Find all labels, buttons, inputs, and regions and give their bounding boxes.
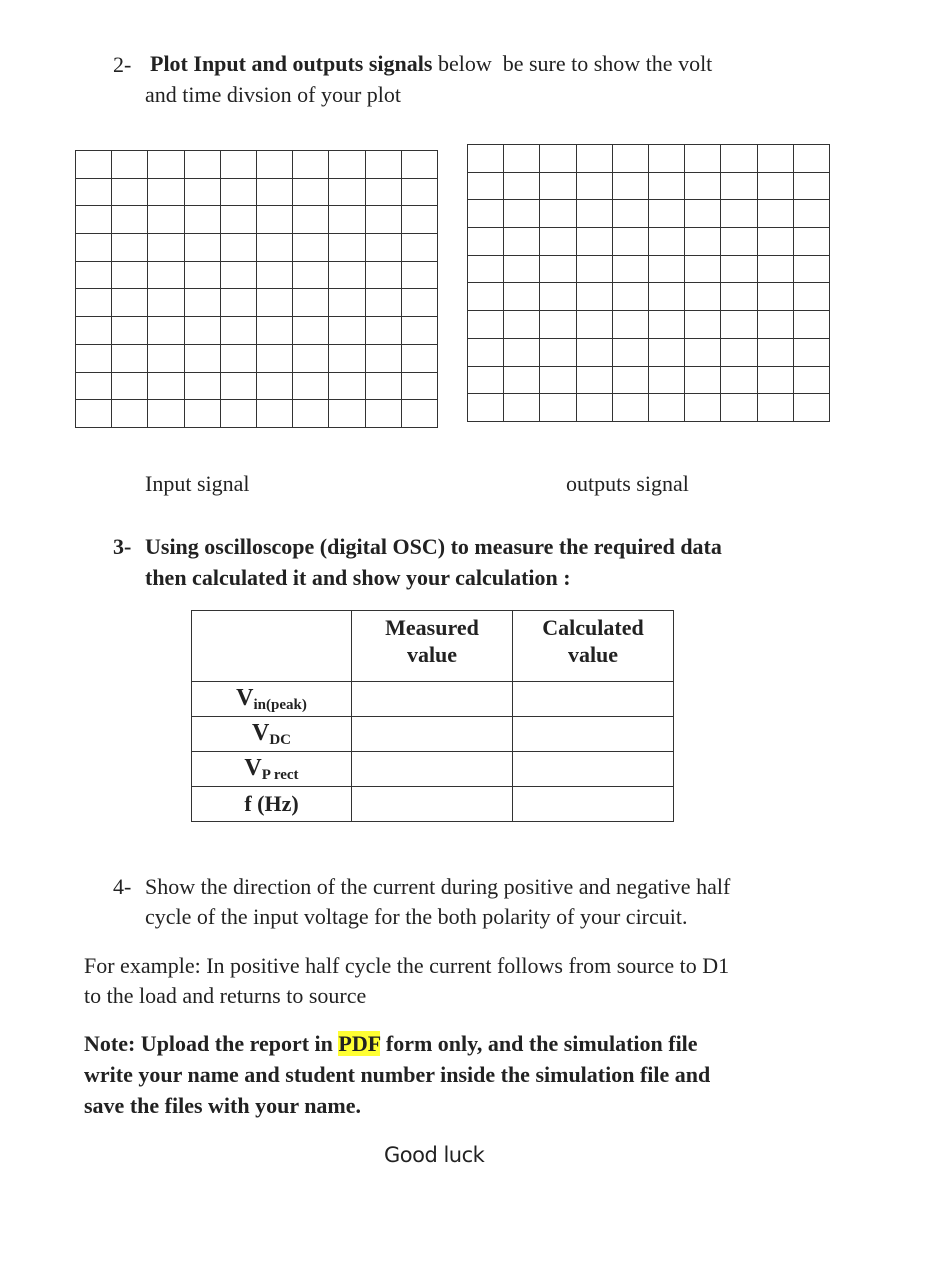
grid-cell: [648, 311, 684, 339]
row-label-vp-rect: [192, 752, 352, 787]
grid-cell: [685, 338, 721, 366]
grid-cell: [685, 255, 721, 283]
row-label-frequency: [192, 787, 352, 822]
grid-cell: [685, 283, 721, 311]
grid-cell: [468, 311, 504, 339]
grid-cell: [757, 366, 793, 394]
grid-cell: [220, 261, 256, 289]
table-row: [192, 682, 674, 717]
grid-cell: [401, 234, 437, 262]
grid-cell: [612, 394, 648, 422]
grid-cell: [612, 283, 648, 311]
grid-cell: [184, 261, 220, 289]
grid-cell: [504, 338, 540, 366]
grid-cell: [793, 255, 829, 283]
input-signal-grid: [75, 150, 438, 428]
grid-cell: [184, 317, 220, 345]
grid-cell: [293, 372, 329, 400]
grid-cell: [793, 366, 829, 394]
measurement-table: [191, 610, 674, 822]
grid-cell: [401, 344, 437, 372]
grid-cell: [112, 234, 148, 262]
grid-cell: [365, 372, 401, 400]
grid-row: [76, 317, 438, 345]
grid-cell: [576, 200, 612, 228]
grid-cell: [184, 344, 220, 372]
grid-cell: [220, 234, 256, 262]
row-label-main: f (Hz): [244, 791, 299, 816]
grid-cell: [648, 228, 684, 256]
grid-cell: [757, 283, 793, 311]
grid-cell: [468, 283, 504, 311]
grid-row: [76, 372, 438, 400]
grid-cell: [721, 228, 757, 256]
section-2-number: 2-: [113, 52, 132, 77]
grid-row: [76, 289, 438, 317]
grid-row: [76, 344, 438, 372]
grid-cell: [468, 228, 504, 256]
table-row: [192, 787, 674, 822]
grid-cell: [365, 289, 401, 317]
grid-cell: [504, 172, 540, 200]
grid-cell: [793, 394, 829, 422]
grid-cell: [540, 394, 576, 422]
grid-cell: [365, 234, 401, 262]
grid-cell: [468, 255, 504, 283]
grid-cell: [685, 200, 721, 228]
grid-cell: [256, 178, 292, 206]
grid-cell: [184, 206, 220, 234]
row-label-sub: DC: [269, 731, 291, 748]
grid-cell: [256, 261, 292, 289]
grid-cell: [648, 394, 684, 422]
example-line2: to the load and returns to source: [84, 983, 367, 1008]
grid-cell: [329, 344, 365, 372]
section-4-number: 4-: [113, 874, 132, 899]
grid-cell: [184, 151, 220, 179]
section-3-line2: then calculated it and show your calculation :: [145, 565, 571, 590]
section-2-title: Plot Input and outputs signals: [150, 51, 433, 76]
input-signal-caption: Input signal: [145, 471, 250, 496]
grid-cell: [293, 261, 329, 289]
section-4-line1: Show the direction of the current during positive and negative half: [145, 874, 731, 899]
row-label-vdc: [192, 717, 352, 752]
grid-cell: [220, 206, 256, 234]
grid-cell: [148, 234, 184, 262]
grid-cell: [365, 261, 401, 289]
table-row: [192, 752, 674, 787]
grid-cell: [576, 228, 612, 256]
grid-row: [76, 151, 438, 179]
grid-row: [76, 261, 438, 289]
grid-cell: [540, 283, 576, 311]
grid-cell: [76, 206, 112, 234]
grid-cell: [685, 145, 721, 173]
grid-cell: [648, 366, 684, 394]
grid-cell: [468, 366, 504, 394]
grid-cell: [329, 178, 365, 206]
grid-cell: [685, 366, 721, 394]
grid-cell: [220, 317, 256, 345]
grid-cell: [401, 289, 437, 317]
grid-cell: [401, 400, 437, 428]
grid-row: [468, 394, 830, 422]
calculated-cell[interactable]: [513, 752, 674, 787]
grid-cell: [293, 400, 329, 428]
grid-cell: [329, 372, 365, 400]
measured-cell[interactable]: [352, 752, 513, 787]
grid-cell: [256, 400, 292, 428]
grid-cell: [612, 200, 648, 228]
grid-cell: [112, 151, 148, 179]
grid-row: [76, 206, 438, 234]
grid-cell: [365, 151, 401, 179]
section-3-number: 3-: [113, 534, 132, 559]
grid-cell: [576, 145, 612, 173]
note-line3: save the files with your name.: [84, 1093, 362, 1118]
grid-cell: [112, 372, 148, 400]
grid-cell: [220, 151, 256, 179]
grid-cell: [329, 289, 365, 317]
grid-cell: [293, 206, 329, 234]
grid-row: [76, 234, 438, 262]
grid-row: [468, 283, 830, 311]
grid-cell: [112, 261, 148, 289]
grid-cell: [757, 172, 793, 200]
grid-cell: [576, 338, 612, 366]
grid-cell: [721, 145, 757, 173]
grid-cell: [329, 151, 365, 179]
grid-cell: [468, 200, 504, 228]
grid-cell: [112, 206, 148, 234]
grid-cell: [256, 289, 292, 317]
grid-cell: [401, 151, 437, 179]
grid-cell: [148, 372, 184, 400]
grid-cell: [256, 344, 292, 372]
grid-cell: [576, 283, 612, 311]
grid-cell: [112, 400, 148, 428]
grid-cell: [401, 317, 437, 345]
grid-cell: [148, 261, 184, 289]
grid-cell: [540, 145, 576, 173]
grid-cell: [721, 366, 757, 394]
grid-row: [468, 172, 830, 200]
grid-cell: [256, 206, 292, 234]
grid-cell: [76, 289, 112, 317]
calculated-header-line1: Calculated: [542, 615, 644, 640]
grid-cell: [576, 394, 612, 422]
grid-cell: [148, 344, 184, 372]
grid-cell: [365, 178, 401, 206]
grid-cell: [504, 145, 540, 173]
grid-cell: [148, 178, 184, 206]
grid-cell: [793, 200, 829, 228]
grid-cell: [329, 261, 365, 289]
row-label-sub: P rect: [261, 766, 299, 783]
calculated-cell[interactable]: [513, 787, 674, 822]
calculated-cell[interactable]: [513, 682, 674, 717]
section-3-line1: Using oscilloscope (digital OSC) to measure the required data: [145, 534, 722, 559]
section-2-line1: [150, 48, 712, 79]
grid-cell: [468, 338, 504, 366]
grid-cell: [612, 228, 648, 256]
grid-cell: [612, 145, 648, 173]
grid-cell: [401, 372, 437, 400]
grid-cell: [76, 178, 112, 206]
grid-cell: [184, 289, 220, 317]
note-prefix: Note: Upload the report in: [84, 1031, 339, 1056]
grid-cell: [293, 344, 329, 372]
row-label-main: V: [244, 754, 262, 781]
grid-cell: [401, 206, 437, 234]
grid-row: [76, 178, 438, 206]
grid-row: [76, 400, 438, 428]
grid-cell: [76, 317, 112, 345]
grid-cell: [220, 289, 256, 317]
measured-header-line2: value: [406, 642, 458, 667]
grid-cell: [540, 338, 576, 366]
grid-cell: [721, 255, 757, 283]
grid-cell: [757, 394, 793, 422]
pdf-highlight: PDF: [338, 1031, 381, 1056]
grid-cell: [685, 311, 721, 339]
grid-cell: [540, 311, 576, 339]
grid-cell: [612, 172, 648, 200]
grid-cell: [329, 400, 365, 428]
grid-cell: [293, 289, 329, 317]
grid-cell: [540, 228, 576, 256]
grid-cell: [757, 200, 793, 228]
grid-cell: [648, 172, 684, 200]
grid-row: [468, 338, 830, 366]
grid-cell: [184, 400, 220, 428]
output-signal-caption: outputs signal: [566, 471, 689, 496]
grid-cell: [685, 394, 721, 422]
grid-cell: [468, 172, 504, 200]
grid-cell: [648, 255, 684, 283]
grid-cell: [648, 145, 684, 173]
grid-cell: [76, 234, 112, 262]
grid-cell: [576, 255, 612, 283]
grid-cell: [112, 289, 148, 317]
grid-cell: [504, 366, 540, 394]
example-line1: For example: In positive half cycle the current follows from source to D1: [84, 953, 730, 978]
grid-row: [468, 366, 830, 394]
grid-cell: [540, 366, 576, 394]
grid-cell: [76, 372, 112, 400]
grid-cell: [685, 172, 721, 200]
grid-cell: [576, 366, 612, 394]
grid-cell: [576, 311, 612, 339]
grid-cell: [721, 172, 757, 200]
grid-cell: [504, 200, 540, 228]
grid-cell: [648, 200, 684, 228]
measured-cell[interactable]: [352, 682, 513, 717]
grid-cell: [76, 400, 112, 428]
table-corner-cell: [192, 611, 352, 682]
grid-cell: [612, 338, 648, 366]
grid-cell: [112, 317, 148, 345]
calculated-header: [513, 611, 674, 682]
grid-cell: [793, 228, 829, 256]
grid-cell: [220, 178, 256, 206]
grid-cell: [612, 255, 648, 283]
grid-row: [468, 255, 830, 283]
grid-row: [468, 145, 830, 173]
grid-cell: [504, 394, 540, 422]
grid-cell: [184, 234, 220, 262]
table-header-row: [192, 611, 674, 682]
grid-cell: [256, 317, 292, 345]
measured-header-line1: Measured: [385, 615, 479, 640]
section-4-line2: cycle of the input voltage for the both polarity of your circuit.: [145, 904, 688, 929]
grid-cell: [184, 178, 220, 206]
grid-cell: [76, 151, 112, 179]
grid-cell: [648, 283, 684, 311]
grid-cell: [329, 206, 365, 234]
grid-cell: [468, 145, 504, 173]
grid-cell: [504, 311, 540, 339]
output-signal-grid: [467, 144, 830, 422]
calculated-cell[interactable]: [513, 717, 674, 752]
table-row: [192, 717, 674, 752]
grid-cell: [540, 200, 576, 228]
grid-cell: [793, 338, 829, 366]
grid-cell: [504, 283, 540, 311]
grid-cell: [148, 317, 184, 345]
row-label-main: V: [251, 719, 270, 746]
row-label-sub: in(peak): [253, 696, 307, 713]
grid-cell: [293, 151, 329, 179]
grid-cell: [293, 178, 329, 206]
grid-cell: [793, 311, 829, 339]
grid-cell: [757, 255, 793, 283]
measured-header: [352, 611, 513, 682]
measured-cell[interactable]: [352, 717, 513, 752]
grid-cell: [576, 172, 612, 200]
grid-cell: [468, 394, 504, 422]
grid-cell: [365, 400, 401, 428]
grid-cell: [540, 255, 576, 283]
grid-cell: [365, 206, 401, 234]
grid-cell: [329, 234, 365, 262]
note-line2: write your name and student number inside the simulation file and: [84, 1062, 711, 1087]
grid-cell: [365, 344, 401, 372]
grid-cell: [401, 178, 437, 206]
good-luck-text: Good luck: [384, 1143, 485, 1167]
grid-row: [468, 228, 830, 256]
grid-row: [468, 311, 830, 339]
grid-cell: [793, 172, 829, 200]
grid-cell: [76, 261, 112, 289]
grid-cell: [721, 338, 757, 366]
note-suffix: form only, and the simulation file: [380, 1031, 698, 1056]
grid-cell: [365, 317, 401, 345]
grid-cell: [793, 145, 829, 173]
grid-cell: [401, 261, 437, 289]
grid-cell: [184, 372, 220, 400]
grid-cell: [757, 145, 793, 173]
grid-cell: [256, 234, 292, 262]
grid-cell: [293, 234, 329, 262]
grid-cell: [256, 151, 292, 179]
grid-cell: [721, 283, 757, 311]
section-2-line2: and time divsion of your plot: [145, 82, 402, 107]
grid-cell: [220, 344, 256, 372]
grid-cell: [148, 289, 184, 317]
grid-cell: [793, 283, 829, 311]
grid-cell: [256, 372, 292, 400]
grid-cell: [757, 338, 793, 366]
section-2-text: below be sure to show the volt: [432, 51, 713, 76]
grid-cell: [540, 172, 576, 200]
grid-cell: [648, 338, 684, 366]
grid-cell: [504, 255, 540, 283]
grid-cell: [612, 311, 648, 339]
grid-cell: [148, 400, 184, 428]
row-label-vin-peak: [192, 682, 352, 717]
measured-cell[interactable]: [352, 787, 513, 822]
grid-cell: [329, 317, 365, 345]
row-label-main: V: [236, 684, 254, 711]
note-line1: [84, 1028, 698, 1059]
grid-cell: [721, 394, 757, 422]
grid-row: [468, 200, 830, 228]
grid-cell: [220, 372, 256, 400]
grid-cell: [721, 200, 757, 228]
grid-cell: [685, 228, 721, 256]
grid-cell: [148, 206, 184, 234]
grid-cell: [757, 228, 793, 256]
grid-cell: [612, 366, 648, 394]
grid-cell: [757, 311, 793, 339]
grid-cell: [721, 311, 757, 339]
grid-cell: [148, 151, 184, 179]
grid-cell: [504, 228, 540, 256]
grid-cell: [112, 178, 148, 206]
grid-cell: [112, 344, 148, 372]
calculated-header-line2: value: [567, 642, 619, 667]
grid-cell: [220, 400, 256, 428]
grid-cell: [293, 317, 329, 345]
grid-cell: [76, 344, 112, 372]
